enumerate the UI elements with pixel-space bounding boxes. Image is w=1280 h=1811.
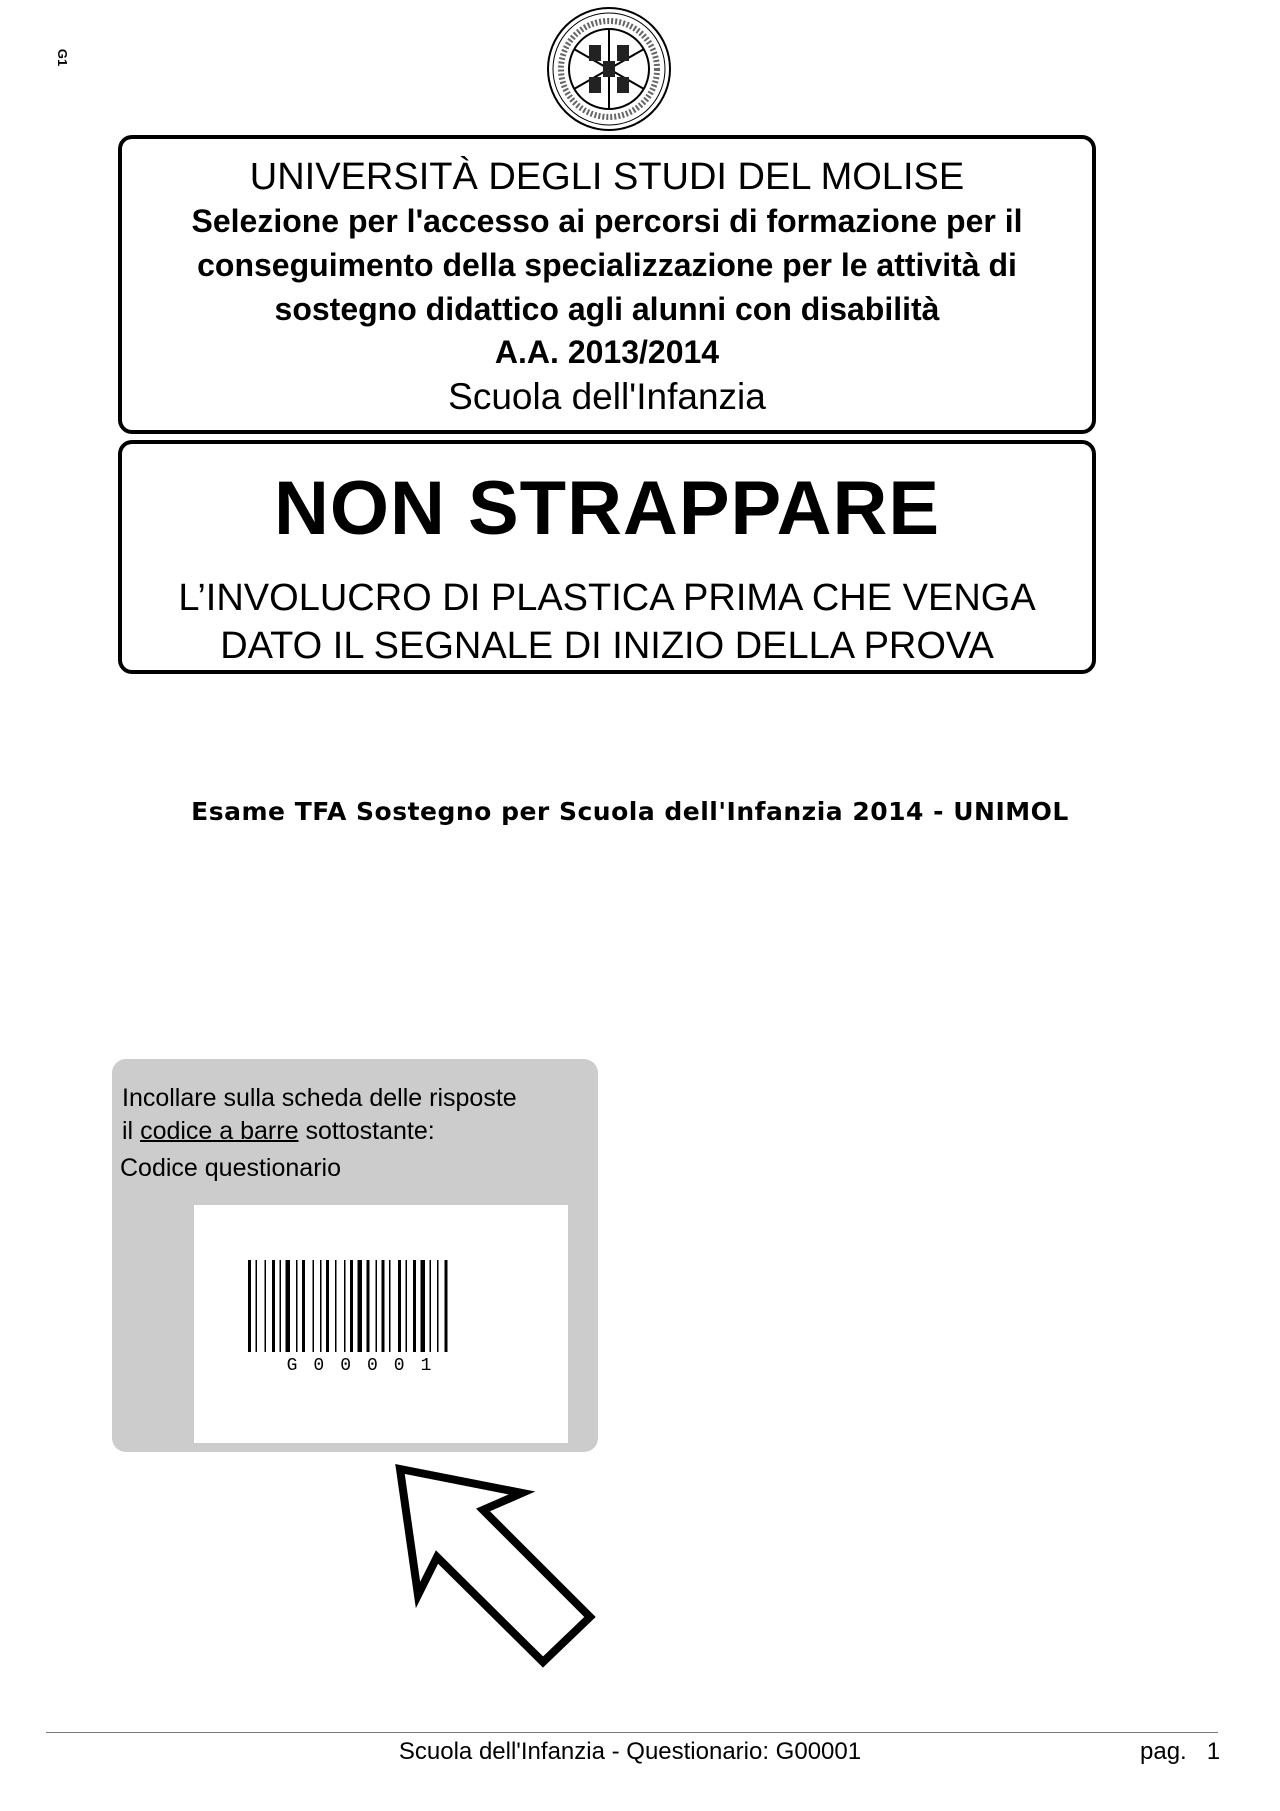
sticker-instructions	[122, 1082, 517, 1148]
selection-line: Selezione per l'accesso ai percorsi di formazione per il	[191, 203, 1023, 239]
barcode-bar	[265, 1260, 267, 1352]
barcode-bar	[296, 1260, 298, 1352]
barcode-bar	[344, 1260, 346, 1352]
footer-divider	[46, 1732, 1218, 1733]
corner-label: G1	[55, 48, 71, 67]
barcode-bar	[286, 1260, 291, 1352]
barcode-bar	[437, 1260, 439, 1352]
sticker-line	[122, 1115, 517, 1148]
barcode-bar	[367, 1260, 370, 1352]
barcode-bar	[256, 1260, 258, 1352]
barcode-underlined-text: codice a barre	[140, 1117, 299, 1145]
sticker-line: Incollare sulla scheda delle risposte	[122, 1084, 517, 1112]
barcode-bar	[421, 1260, 426, 1352]
header-box	[118, 135, 1096, 434]
barcode-bar	[413, 1260, 416, 1352]
warning-title: NON STRAPPARE	[273, 466, 941, 551]
barcode-bar	[313, 1260, 315, 1352]
university-name: UNIVERSITÀ DEGLI STUDI DEL MOLISE	[249, 156, 965, 198]
codice-label: Codice questionario	[120, 1154, 341, 1182]
warning-box	[118, 440, 1096, 674]
barcode-bar	[376, 1260, 378, 1352]
warning-line: L’INVOLUCRO DI PLASTICA PRIMA CHE VENGA	[178, 577, 1036, 619]
sticker-suffix: sottostante:	[298, 1117, 435, 1145]
barcode-bar	[248, 1260, 251, 1352]
sticker-prefix: il	[122, 1117, 141, 1145]
barcode-bar	[398, 1260, 401, 1352]
barcode-bar	[280, 1260, 282, 1352]
barcode-bar	[406, 1260, 408, 1352]
arrow-up-left-icon	[380, 1455, 620, 1675]
barcode-bar	[358, 1260, 363, 1352]
university-seal-icon	[545, 5, 673, 133]
barcode-bar	[326, 1260, 329, 1352]
barcode-bar	[430, 1260, 432, 1352]
school-name: Scuola dell'Infanzia	[448, 376, 766, 417]
page-number: pag. 1	[1140, 1738, 1221, 1765]
selection-line: sostegno didattico agli alunni con disabilità	[274, 291, 940, 327]
barcode-bar	[335, 1260, 337, 1352]
barcode-bar	[320, 1260, 322, 1352]
barcode-bar	[382, 1260, 385, 1352]
barcode-bar	[302, 1260, 305, 1352]
barcode-bar	[445, 1260, 448, 1352]
barcode-number: G00001	[286, 1356, 448, 1376]
footer-title: Scuola dell'Infanzia - Questionario: G00001	[398, 1738, 862, 1765]
barcode-bar	[350, 1260, 353, 1352]
selection-line: conseguimento della specializzazione per le attività di	[197, 247, 1017, 283]
warning-line: DATO IL SEGNALE DI INIZIO DELLA PROVA	[220, 625, 994, 667]
academic-year: A.A. 2013/2014	[494, 334, 720, 370]
barcode-bar	[272, 1260, 275, 1352]
barcode-bar	[389, 1260, 391, 1352]
exam-title: Esame TFA Sostegno per Scuola dell'Infanzia 2014 - UNIMOL	[191, 797, 1069, 826]
barcode-icon	[248, 1260, 486, 1352]
